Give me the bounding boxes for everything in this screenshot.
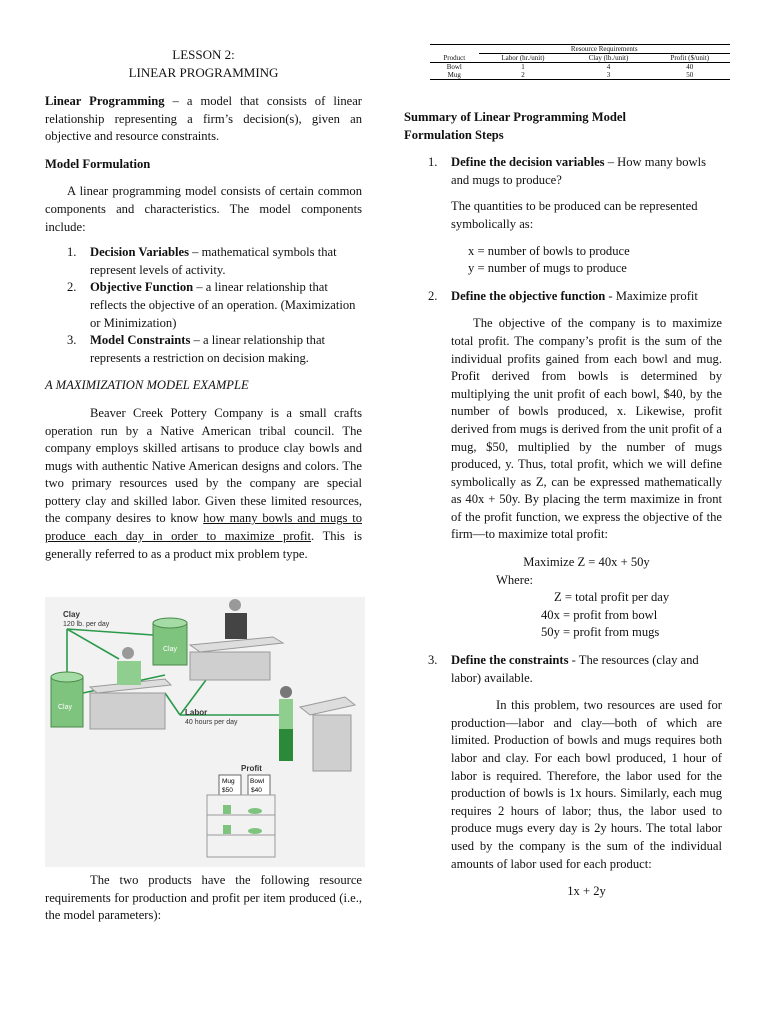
right-column: [404, 109, 722, 901]
list-item: 3. Model Constraints – a linear relationship that represents a restriction on decision making.: [67, 333, 326, 365]
list-item: 1. Decision Variables – mathematical symbols that represent levels of activity.: [67, 245, 337, 277]
table-row: Bowl 1 4 40: [446, 63, 694, 71]
definition-z: Z = total profit per day: [554, 590, 670, 605]
summary-heading: Summary of Linear Programming Model Formulation Steps: [404, 110, 627, 142]
svg-text:Clay: Clay: [163, 646, 178, 653]
mug-price-tag: [219, 775, 241, 795]
svg-text:$40: $40: [251, 787, 262, 794]
clay-amount: 120 lb. per day: [63, 621, 110, 628]
definition-50y: 50y = profit from mugs: [541, 625, 660, 640]
left-column-bottom: [45, 872, 362, 925]
profit-label: Profit: [241, 764, 262, 773]
beaver-creek-illustration: [45, 597, 365, 867]
intro-paragraph: [45, 93, 362, 146]
resource-requirements-table: [430, 44, 730, 80]
bowl-price-tag: [248, 775, 270, 795]
svg-text:Clay: Clay: [58, 704, 73, 711]
labor-label: Labor: [185, 708, 208, 717]
table-header: Profit ($/unit): [670, 54, 710, 62]
clay-label: Clay: [63, 610, 80, 619]
table-group-header: Resource Requirements: [479, 45, 730, 54]
left-column: [45, 93, 362, 563]
where-label: Where:: [496, 572, 534, 587]
model-formulation-heading: Model Formulation: [45, 156, 151, 171]
step-3: 3. Define the constraints - The resources (clay and labor) available.: [428, 653, 699, 685]
svg-text:Bowl: Bowl: [250, 778, 265, 785]
example-heading: A MAXIMIZATION MODEL EXAMPLE: [45, 378, 249, 393]
model-formulation-paragraph: A linear programming model consists of certain common components and characteristics. The model components include:: [45, 184, 362, 234]
table-header: Clay (lb./unit): [588, 54, 629, 62]
clay-tank-left: [51, 672, 83, 727]
variable-y: y = number of mugs to produce: [468, 261, 627, 276]
component-list: [45, 244, 362, 367]
underlined-question: how many bowls and mugs to produce each day in order to maximize profit: [45, 511, 362, 544]
svg-text:Mug: Mug: [222, 778, 235, 785]
labor-amount: 40 hours per day: [185, 719, 238, 726]
definition-40x: 40x = profit from bowl: [541, 607, 658, 622]
table-header-row: [430, 54, 730, 63]
step-1: 1. Define the decision variables – How many bowls and mugs to produce?: [428, 155, 707, 187]
svg-text:$50: $50: [222, 787, 233, 794]
table-header: Labor (hr./unit): [501, 54, 545, 62]
lesson-number: LESSON 2:: [172, 47, 235, 62]
objective-function: Maximize Z = 40x + 50y: [523, 555, 650, 570]
intro-text: – a model that consists of linear relationship representing a firm’s decision(s), given an objective and resource constraints.: [45, 94, 362, 144]
example-paragraph: Beaver Creek Pottery Company is a small crafts operation run by a Native American tribal council. The company employs skilled artisans to produce clay bowls and mugs with authentic Native American designs and colors. The two primary resources used by the company are special pottery clay and skilled labor. Given these limited resources, the company desires to know how many bowls and mugs to produce each day in order to maximize profit. This is generally referred to as a product mix problem type.: [45, 405, 362, 561]
variable-x: x = number of bowls to produce: [468, 243, 630, 258]
clay-tank-top: [153, 618, 187, 665]
step-2-paragraph: The objective of the company is to maximize total profit. The company’s profit is the sum of the individual profits gained from each bowl and mug. Profit derived from bowls is determined by multiplying the unit profit of each bowl, $40, by the number of bowls produced, x. Likewise, profit derived from mugs is derived from the unit profit of a mug, $50, multiplied by the number of mugs produced, y. Thus, total profit, which we will define symbolically as Z, can be expressed mathematically as 40x + 50y. By placing the term maximize in front of the profit function, we express the objective of the firm—to maximize total profit:: [451, 316, 722, 542]
step-3-paragraph: In this problem, two resources are used for production—labor and clay—both of which are limited. Production of bowls and mugs requires both labor and clay. For each bowl produced, 1 hour of labor is required. Therefore, the labor used for the production of bowls is 1x hours. Similarly, each mug requires 2 hours of labor; thus, the labor used to produce mugs every day is 2y hours. The total labor used by the company is the sum of the individual amounts of labor used for each product:: [451, 698, 722, 871]
labor-expression: 1x + 2y: [567, 884, 606, 899]
list-item: 2. Objective Function – a linear relationship that reflects the objective of an operation. (Maximization or Minimization): [67, 280, 356, 330]
lesson-subject: LINEAR PROGRAMMING: [128, 64, 279, 80]
parameters-paragraph: The two products have the following resource requirements for production and profit per item produced (i.e., the model parameters):: [45, 873, 362, 923]
step-2: 2. Define the objective function - Maximize profit: [428, 288, 698, 303]
lesson-title: [45, 46, 362, 81]
table-header: Product: [443, 53, 466, 62]
intro-term: Linear Programming: [45, 94, 165, 108]
table-row: Mug 2 3 50: [430, 71, 730, 80]
step-1-paragraph: The quantities to be produced can be represented symbolically as:: [451, 199, 698, 231]
